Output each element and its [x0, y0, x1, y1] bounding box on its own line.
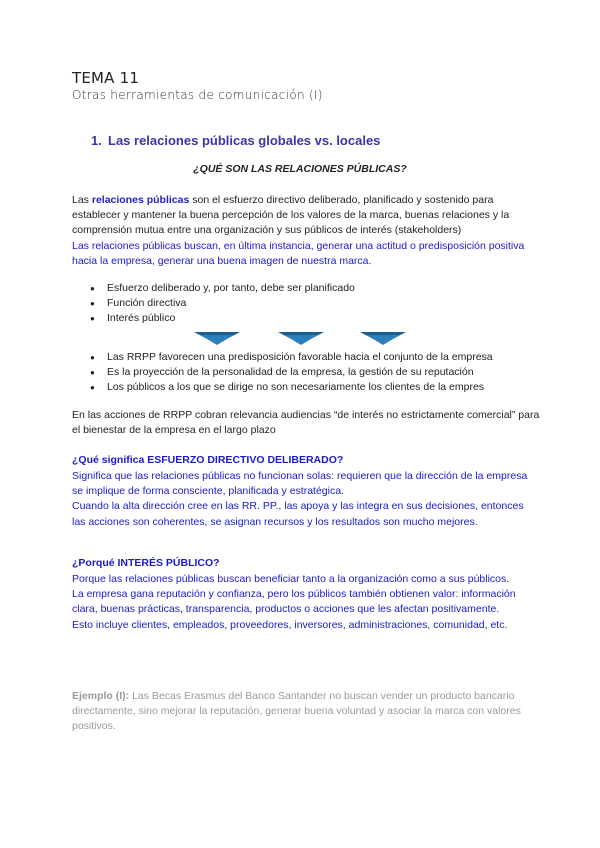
section-title: Las relaciones públicas globales vs. locales [108, 133, 381, 148]
example-paragraph [72, 689, 532, 735]
main-question: ¿QUÉ SON LAS RELACIONES PÚBLICAS? [193, 163, 407, 175]
page-subtitle: Otras herramientas de comunicación (I) [72, 88, 323, 102]
question-2-heading: ¿Porqué INTERÉS PÚBLICO? [72, 557, 220, 569]
bullet-list-1 [90, 281, 355, 326]
list-item: ● Función directiva [90, 296, 355, 311]
down-arrow-icon [194, 330, 240, 346]
definition-rest: son el esfuerzo directivo deliberado, planificado y sostenido para establecer y mantener la buena percepción de los valores de la marca, buenas relaciones y la comprensión mutua entre una organización y sus públicos de interés (stakeholders) [72, 194, 510, 237]
section-heading [91, 133, 380, 148]
list-item: ● Los públicos a los que se dirige no son necesariamente los clientes de la empres [90, 380, 493, 395]
question-1-p1: Significa que las relaciones públicas no funcionan solas: requieren que la dirección de la empresa se implique de forma consciente, planificada y estratégica. [72, 470, 528, 498]
bullet-list-2 [90, 350, 493, 395]
definition-paragraph [72, 193, 542, 269]
audiences-paragraph: En las acciones de RRPP cobran relevancia audiencias “de interés no estrictamente comercial” para el bienestar de la empresa en el largo plazo [72, 409, 540, 437]
definition-lead: Las [72, 194, 92, 206]
question-1-body [72, 469, 532, 530]
question-2-p3: Esto incluye clientes, empleados, proveedores, inversores, administraciones, comunidad, etc. [72, 618, 508, 631]
list-item: ● Esfuerzo deliberado y, por tanto, debe ser planificado [90, 281, 355, 296]
definition-blue-line: Las relaciones públicas buscan, en última instancia, generar una actitud o predisposición positiva hacia la empresa, generar una buena imagen de nuestra marca. [72, 239, 525, 267]
question-1-p2: Cuando la alta dirección cree en las RR. PP., las apoya y las integra en sus decisiones, entonces las acciones son coherentes, se asignan recursos y los resultados son mucho mejores. [72, 500, 524, 528]
question-2-p1: Porque las relaciones públicas buscan beneficiar tanto a la organización como a sus públicos. [72, 573, 510, 585]
example-text: Las Becas Erasmus del Banco Santander no buscan vender un producto bancario directamente, sino mejorar la reputación, generar buena voluntad y asociar la marca con valores positivos. [72, 690, 521, 733]
question-1-heading: ¿Qué significa ESFUERZO DIRECTIVO DELIBERADO? [72, 454, 344, 466]
page-title: TEMA 11 [72, 69, 140, 87]
question-2-body [72, 572, 532, 633]
list-item: ● Es la proyección de la personalidad de la empresa, la gestión de su reputación [90, 365, 493, 380]
list-item: ● Interés público [90, 311, 355, 326]
arrows-row [0, 330, 600, 346]
question-2-p2: La empresa gana reputación y confianza, pero los públicos también obtienen valor: información clara, buenas prácticas, transparencia, productos o acciones que les afectan positivamente. [72, 588, 516, 616]
section-number: 1. [91, 133, 102, 148]
down-arrow-icon [278, 330, 324, 346]
down-arrow-icon [360, 330, 406, 346]
definition-term: relaciones públicas [91, 194, 190, 206]
example-label: Ejemplo (I): [72, 690, 130, 702]
list-item: ● Las RRPP favorecen una predisposición favorable hacia el conjunto de la empresa [90, 350, 493, 365]
